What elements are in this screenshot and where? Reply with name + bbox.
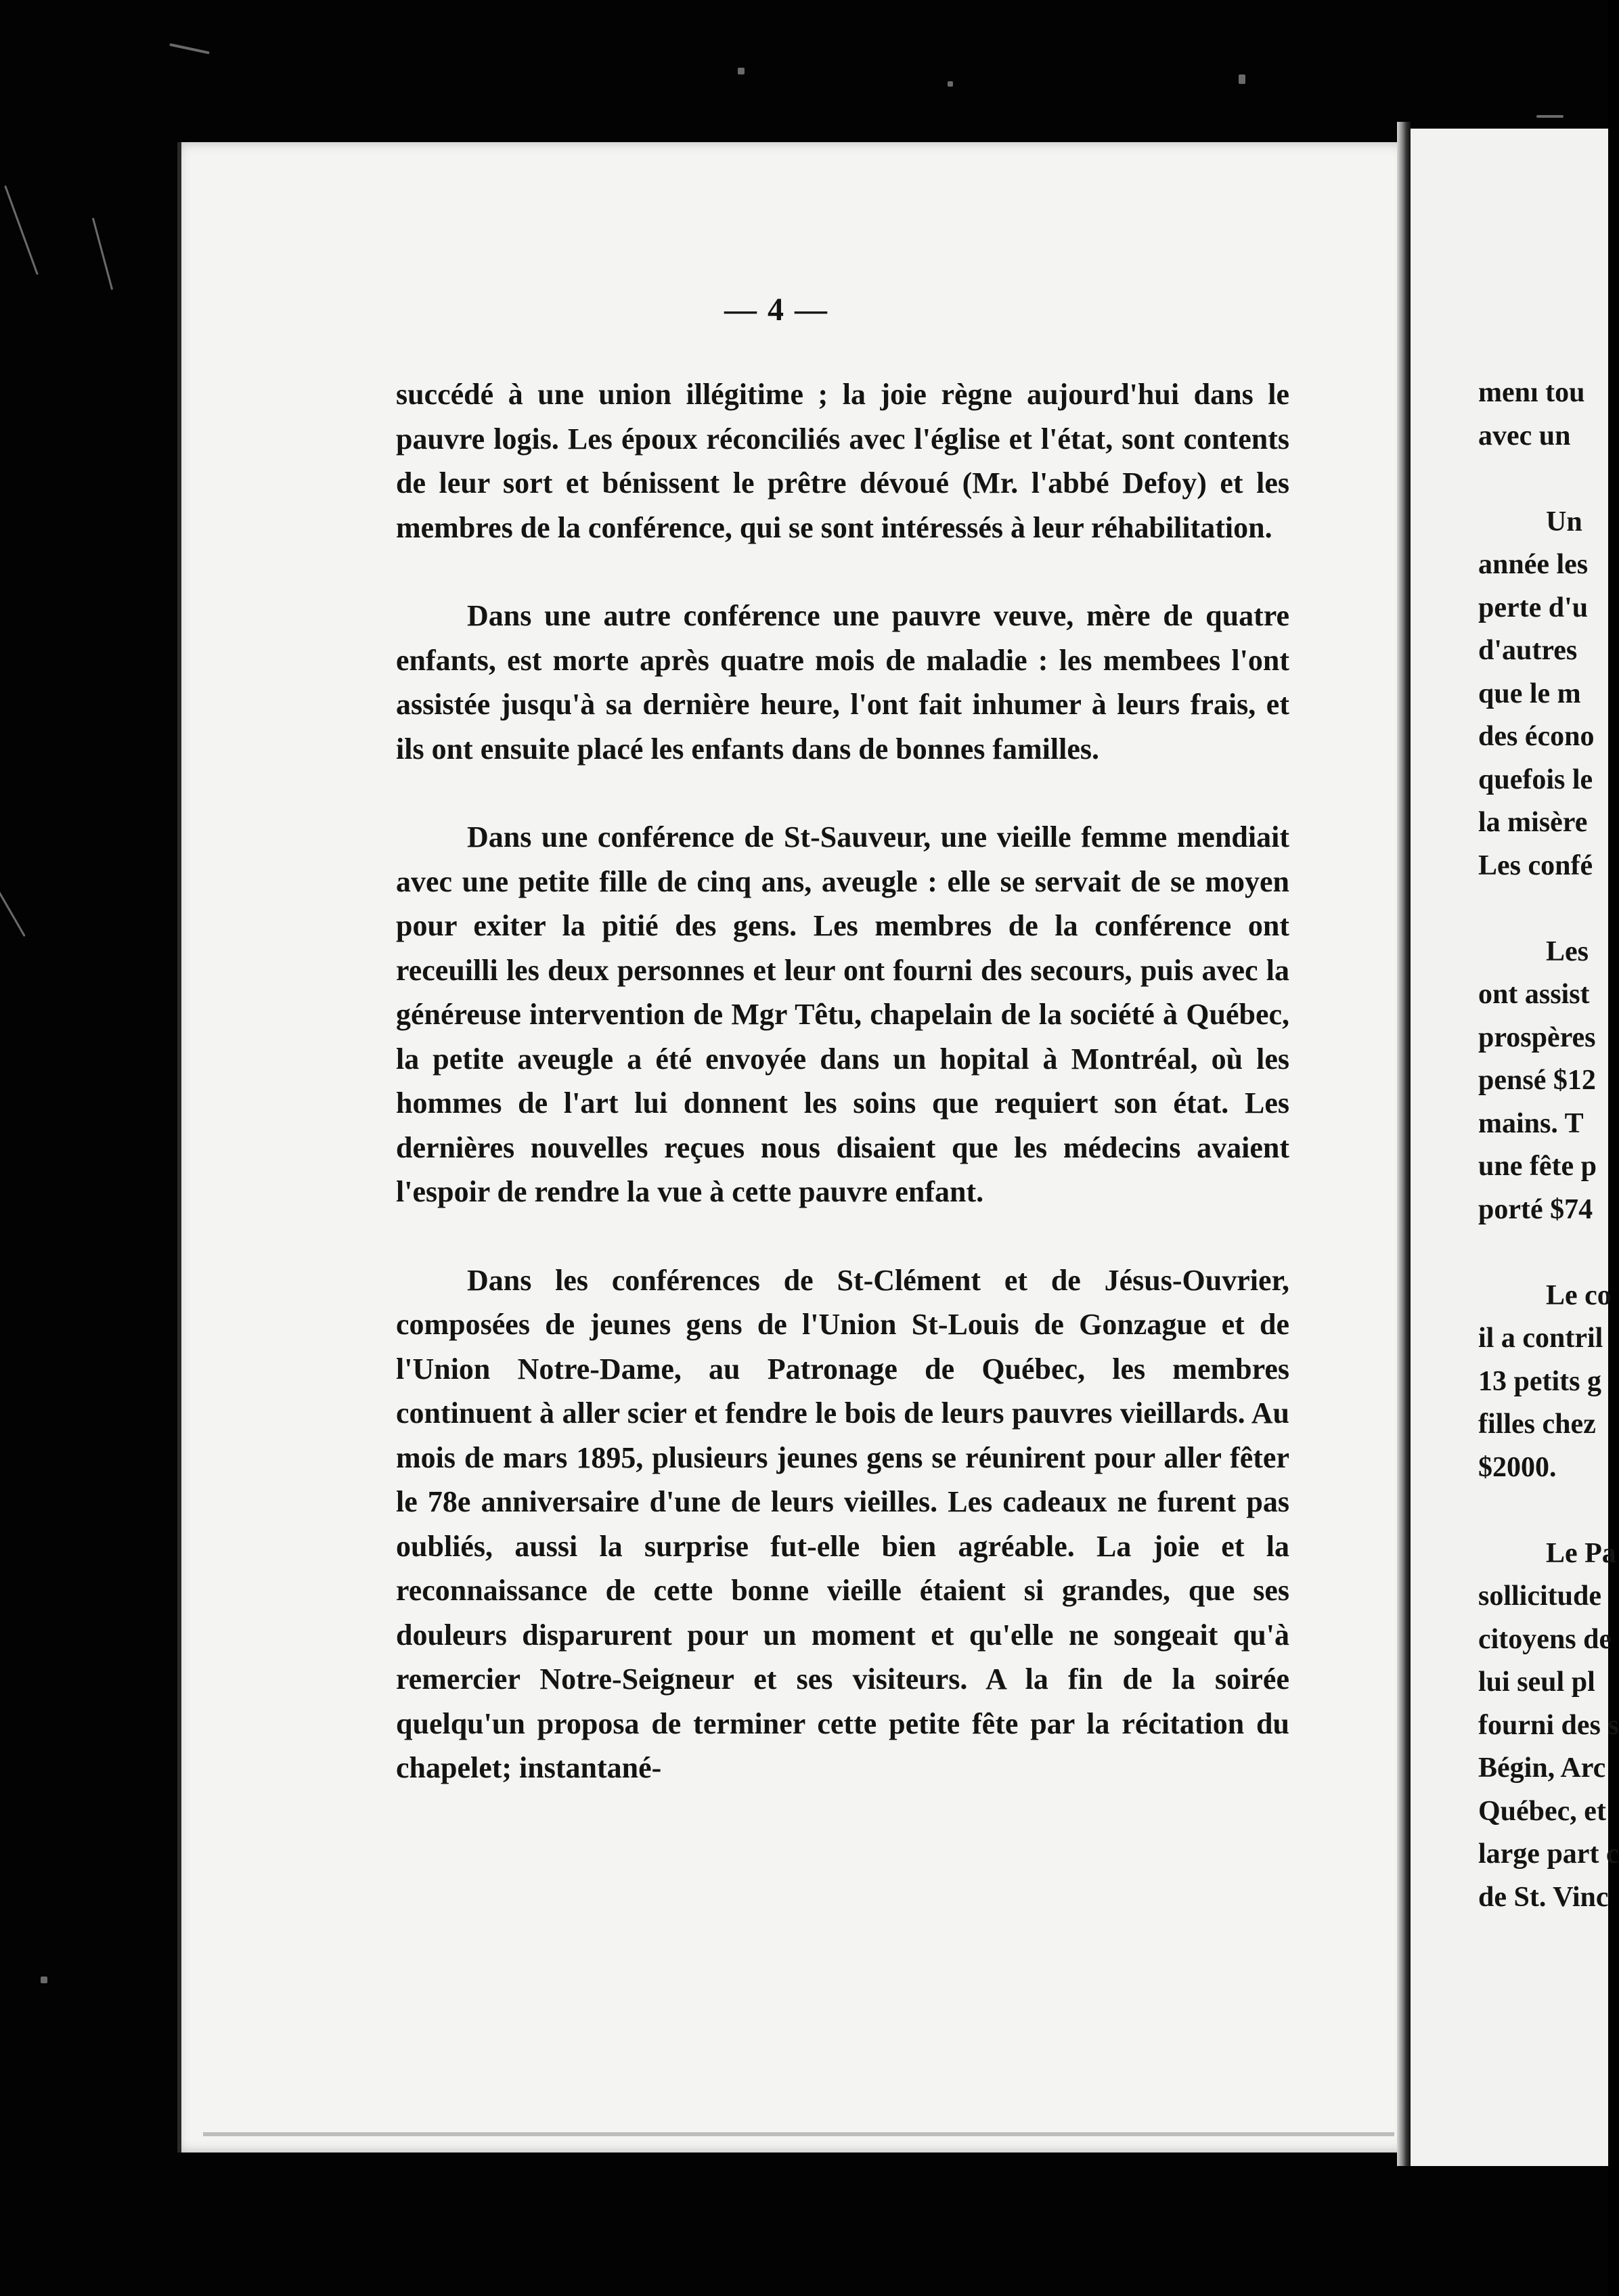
page-body: [396, 372, 1289, 1790]
facing-page-line: il a contril: [1478, 1323, 1603, 1354]
scan-speck: [738, 68, 745, 74]
facing-page-line: Le co: [1546, 1279, 1612, 1311]
facing-page-line: Québec, et: [1478, 1795, 1606, 1827]
paragraph: Dans une autre conférence une pauvre veuve, mère de quatre enfants, est morte après quatre mois de maladie : les membees l'ont assistée jusqu'à sa dernière heure, l'ont fait inhumer à leurs frais, et ils ont ensuite placé les enfants dans de bonnes familles.: [396, 599, 1289, 766]
facing-page-line: pensé $12: [1478, 1065, 1596, 1096]
scan-speck: [41, 1977, 47, 1983]
facing-page-line: mains. T: [1478, 1107, 1584, 1139]
facing-page-line: filles chez: [1478, 1409, 1596, 1440]
facing-page-line: sollicitude: [1478, 1581, 1602, 1612]
facing-page-line: 13 petits g: [1478, 1365, 1601, 1397]
facing-page-line: avec un: [1478, 420, 1571, 451]
paragraph: Dans une conférence de St-Sauveur, une vieille femme mendiait avec une petite fille de cinq ans, aveugle : elle se servait de se moyen pour exiter la pitié des gens. Les membres de la conférence ont receuilli les deux personnes et leur ont fourni des secours, puis avec la généreuse intervention de Mgr Têtu, chapelain de la société à Québec, la petite aveugle a été envoyée dans un hopital à Montréal, où les hommes de l'art lui donnent les soins que requiert son état. Les dernières nouvelles reçues nous disaient que les médecins avaient l'espoir de rendre la vue à cette pauvre enfant.: [396, 820, 1289, 1208]
facing-page-line: fourni des s: [1478, 1709, 1619, 1741]
facing-page-line: citoyens de: [1478, 1623, 1612, 1655]
scan-speck: [1239, 74, 1245, 84]
facing-page-line: ont assist: [1478, 979, 1590, 1010]
facing-page-line: porté $74: [1478, 1193, 1593, 1225]
paragraph: succédé à une union illégitime ; la joie règne aujourd'hui dans le pauvre logis. Les époux réconciliés avec l'église et l'état, sont contents de leur sort et bénissent le prêtre dévoué (Mr. l'abbé Defoy) et les membres de la conférence, qui se sont intéressés à leur réhabilitation.: [396, 378, 1289, 544]
facing-page-line: une fête p: [1478, 1151, 1597, 1182]
facing-page-line: perte d'u: [1478, 592, 1589, 623]
page-number: — 4 —: [724, 292, 828, 328]
page-bottom-edge: [203, 2132, 1394, 2136]
facing-page-line: des écono: [1478, 721, 1595, 752]
facing-page-line: Les: [1546, 935, 1589, 967]
facing-page-line: prospères: [1478, 1021, 1596, 1053]
facing-page-line: large part c: [1478, 1838, 1619, 1870]
facing-page-line: Bégin, Arc: [1478, 1752, 1606, 1784]
page-edge: [177, 142, 181, 2152]
facing-page-line: Un: [1546, 506, 1582, 537]
facing-page-line: menı tou: [1478, 377, 1585, 408]
facing-page-line: de St. Vinc: [1478, 1881, 1609, 1913]
scan-speck: [948, 81, 953, 87]
facing-page-line: que le m: [1478, 678, 1581, 709]
facing-page-line: année les: [1478, 549, 1589, 580]
facing-page-line: d'autres: [1478, 635, 1578, 666]
facing-page-line: Les confé: [1478, 849, 1593, 881]
facing-page-line: la misère: [1478, 807, 1588, 838]
paragraph: Dans les conférences de St-Clément et de Jésus-Ouvrier, composées de jeunes gens de l'Union St-Louis de Gonzague et de l'Union Notre-Dame, au Patronage de Québec, les membres continuent à aller scier et fendre le bois de leurs pauvres vieillards. Au mois de mars 1895, plusieurs jeunes gens se réunirent pour aller fêter le 78e anniversaire d'une de leurs vieilles. Les cadeaux ne furent pas oubliés, aussi la surprise fut-elle bien agréable. La joie et la reconnaissance de cette bonne vieille étaient si grandes, que ses douleurs disparurent pour un moment et qu'elle ne songeait qu'à remercier Notre-Seigneur et ses visiteurs. A la fin de la soirée quelqu'un proposa de terminer cette petite fête par la récitation du chapelet; instantané-: [396, 1263, 1289, 1784]
facing-page: [1411, 129, 1619, 2166]
facing-page-line: quefois le: [1478, 764, 1593, 795]
book-gutter: [1397, 122, 1411, 2166]
facing-page-line: Le Pa: [1546, 1537, 1616, 1569]
facing-page-line: $2000.: [1478, 1451, 1557, 1483]
scan-speck: [1536, 115, 1563, 118]
facing-page-line: lui seul pl: [1478, 1666, 1595, 1698]
